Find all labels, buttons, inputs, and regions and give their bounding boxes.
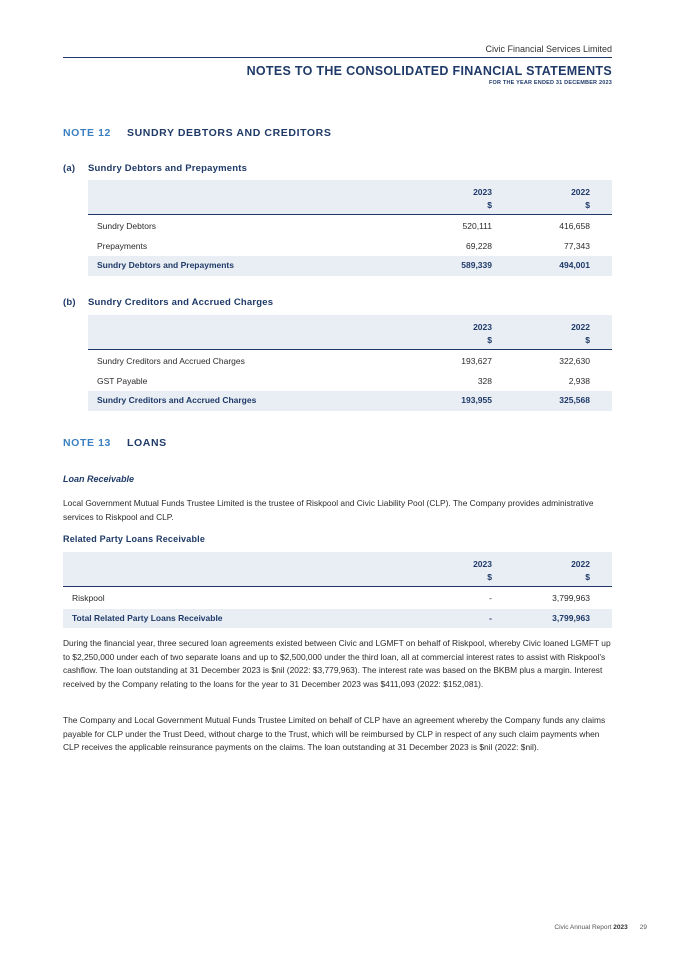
note-title: LOANS bbox=[127, 437, 167, 449]
related-party-heading: Related Party Loans Receivable bbox=[63, 534, 206, 544]
debtors-table bbox=[88, 180, 612, 276]
section-title: Sundry Creditors and Accrued Charges bbox=[88, 297, 274, 308]
total-row: Total Related Party Loans Receivable - 3,799,963 bbox=[63, 609, 612, 629]
table-row: Prepayments 69,228 77,343 bbox=[97, 240, 590, 251]
section-b-heading bbox=[63, 297, 273, 308]
intro-paragraph: Local Government Mutual Funds Trustee Limited is the trustee of Riskpool and Civic Liability Pool (CLP). The Company provides administrative services to Riskpool and CLP. bbox=[63, 498, 594, 522]
table-header bbox=[88, 180, 612, 215]
note-number: NOTE 12 bbox=[63, 127, 111, 139]
loan-receivable-heading: Loan Receivable bbox=[63, 474, 135, 484]
note-13-heading bbox=[63, 437, 167, 449]
header-rule bbox=[63, 57, 612, 58]
creditors-table bbox=[88, 315, 612, 411]
table-row: Riskpool - 3,799,963 bbox=[72, 593, 590, 603]
note-number: NOTE 13 bbox=[63, 437, 111, 449]
table-row: Sundry Creditors and Accrued Charges 193,627 322,630 bbox=[97, 356, 590, 366]
loan-paragraph: During the financial year, three secured loan agreements existed between Civic and LGMFT on behalf of Riskpool, whereby Civic loaned LGMFT up to $2,250,000 under each of two separate loans and up to $2,500,000 under the third loan, all at commercial interest rates to assist with Riskpool’s cashflow. The loan outstanding at 31 December 2023 is $nil (2022: $3,779,963). The interest rate was based on the BKBM plus a margin. Interest received by the Company relating to the loans for the year to 31 December 2023 was $411,093 (2022: $152,081). bbox=[63, 638, 611, 689]
company-name: Civic Financial Services Limited bbox=[485, 44, 612, 54]
col-2023: 2023 $ bbox=[473, 559, 492, 582]
note-title: SUNDRY DEBTORS AND CREDITORS bbox=[127, 127, 332, 139]
total-row: Sundry Debtors and Prepayments 589,339 494,001 bbox=[88, 256, 612, 276]
page-number: 29 bbox=[639, 924, 647, 931]
loans-table bbox=[63, 552, 612, 628]
table-header bbox=[63, 552, 612, 587]
section-title: Sundry Debtors and Prepayments bbox=[88, 163, 248, 174]
clp-paragraph: The Company and Local Government Mutual Funds Trustee Limited on behalf of CLP have an agreement whereby the Company funds any claims payable for CLP under the Trust Deed, without charge to the Trust, which will be reimbursed by CLP in respect of any such claim payments when CLP receives the applicable reinsurance payments on the claims. The loan outstanding at 31 December 2023 is $nil (2022: $nil). bbox=[63, 715, 606, 752]
footer-report: Civic Annual Report 2023 bbox=[554, 924, 628, 931]
col-2022: 2022 $ bbox=[571, 187, 590, 210]
col-2023: 2023 $ bbox=[473, 187, 492, 210]
table-row: Sundry Debtors 520,111 416,658 bbox=[97, 221, 590, 231]
total-row: Sundry Creditors and Accrued Charges 193,955 325,568 bbox=[88, 391, 612, 411]
page-title: NOTES TO THE CONSOLIDATED FINANCIAL STATEMENTS bbox=[246, 64, 612, 78]
page-subtitle: FOR THE YEAR ENDED 31 DECEMBER 2023 bbox=[488, 80, 612, 86]
table-row: GST Payable 328 2,938 bbox=[97, 375, 590, 386]
col-2022: 2022 $ bbox=[571, 322, 590, 345]
col-2023: 2023 $ bbox=[473, 322, 492, 345]
section-letter: (a) bbox=[63, 163, 76, 174]
section-letter: (b) bbox=[63, 297, 76, 308]
table-header bbox=[88, 315, 612, 350]
note-12-heading bbox=[63, 127, 331, 139]
section-a-heading bbox=[63, 163, 247, 174]
page-footer bbox=[554, 924, 647, 931]
col-2022: 2022 $ bbox=[571, 559, 590, 582]
